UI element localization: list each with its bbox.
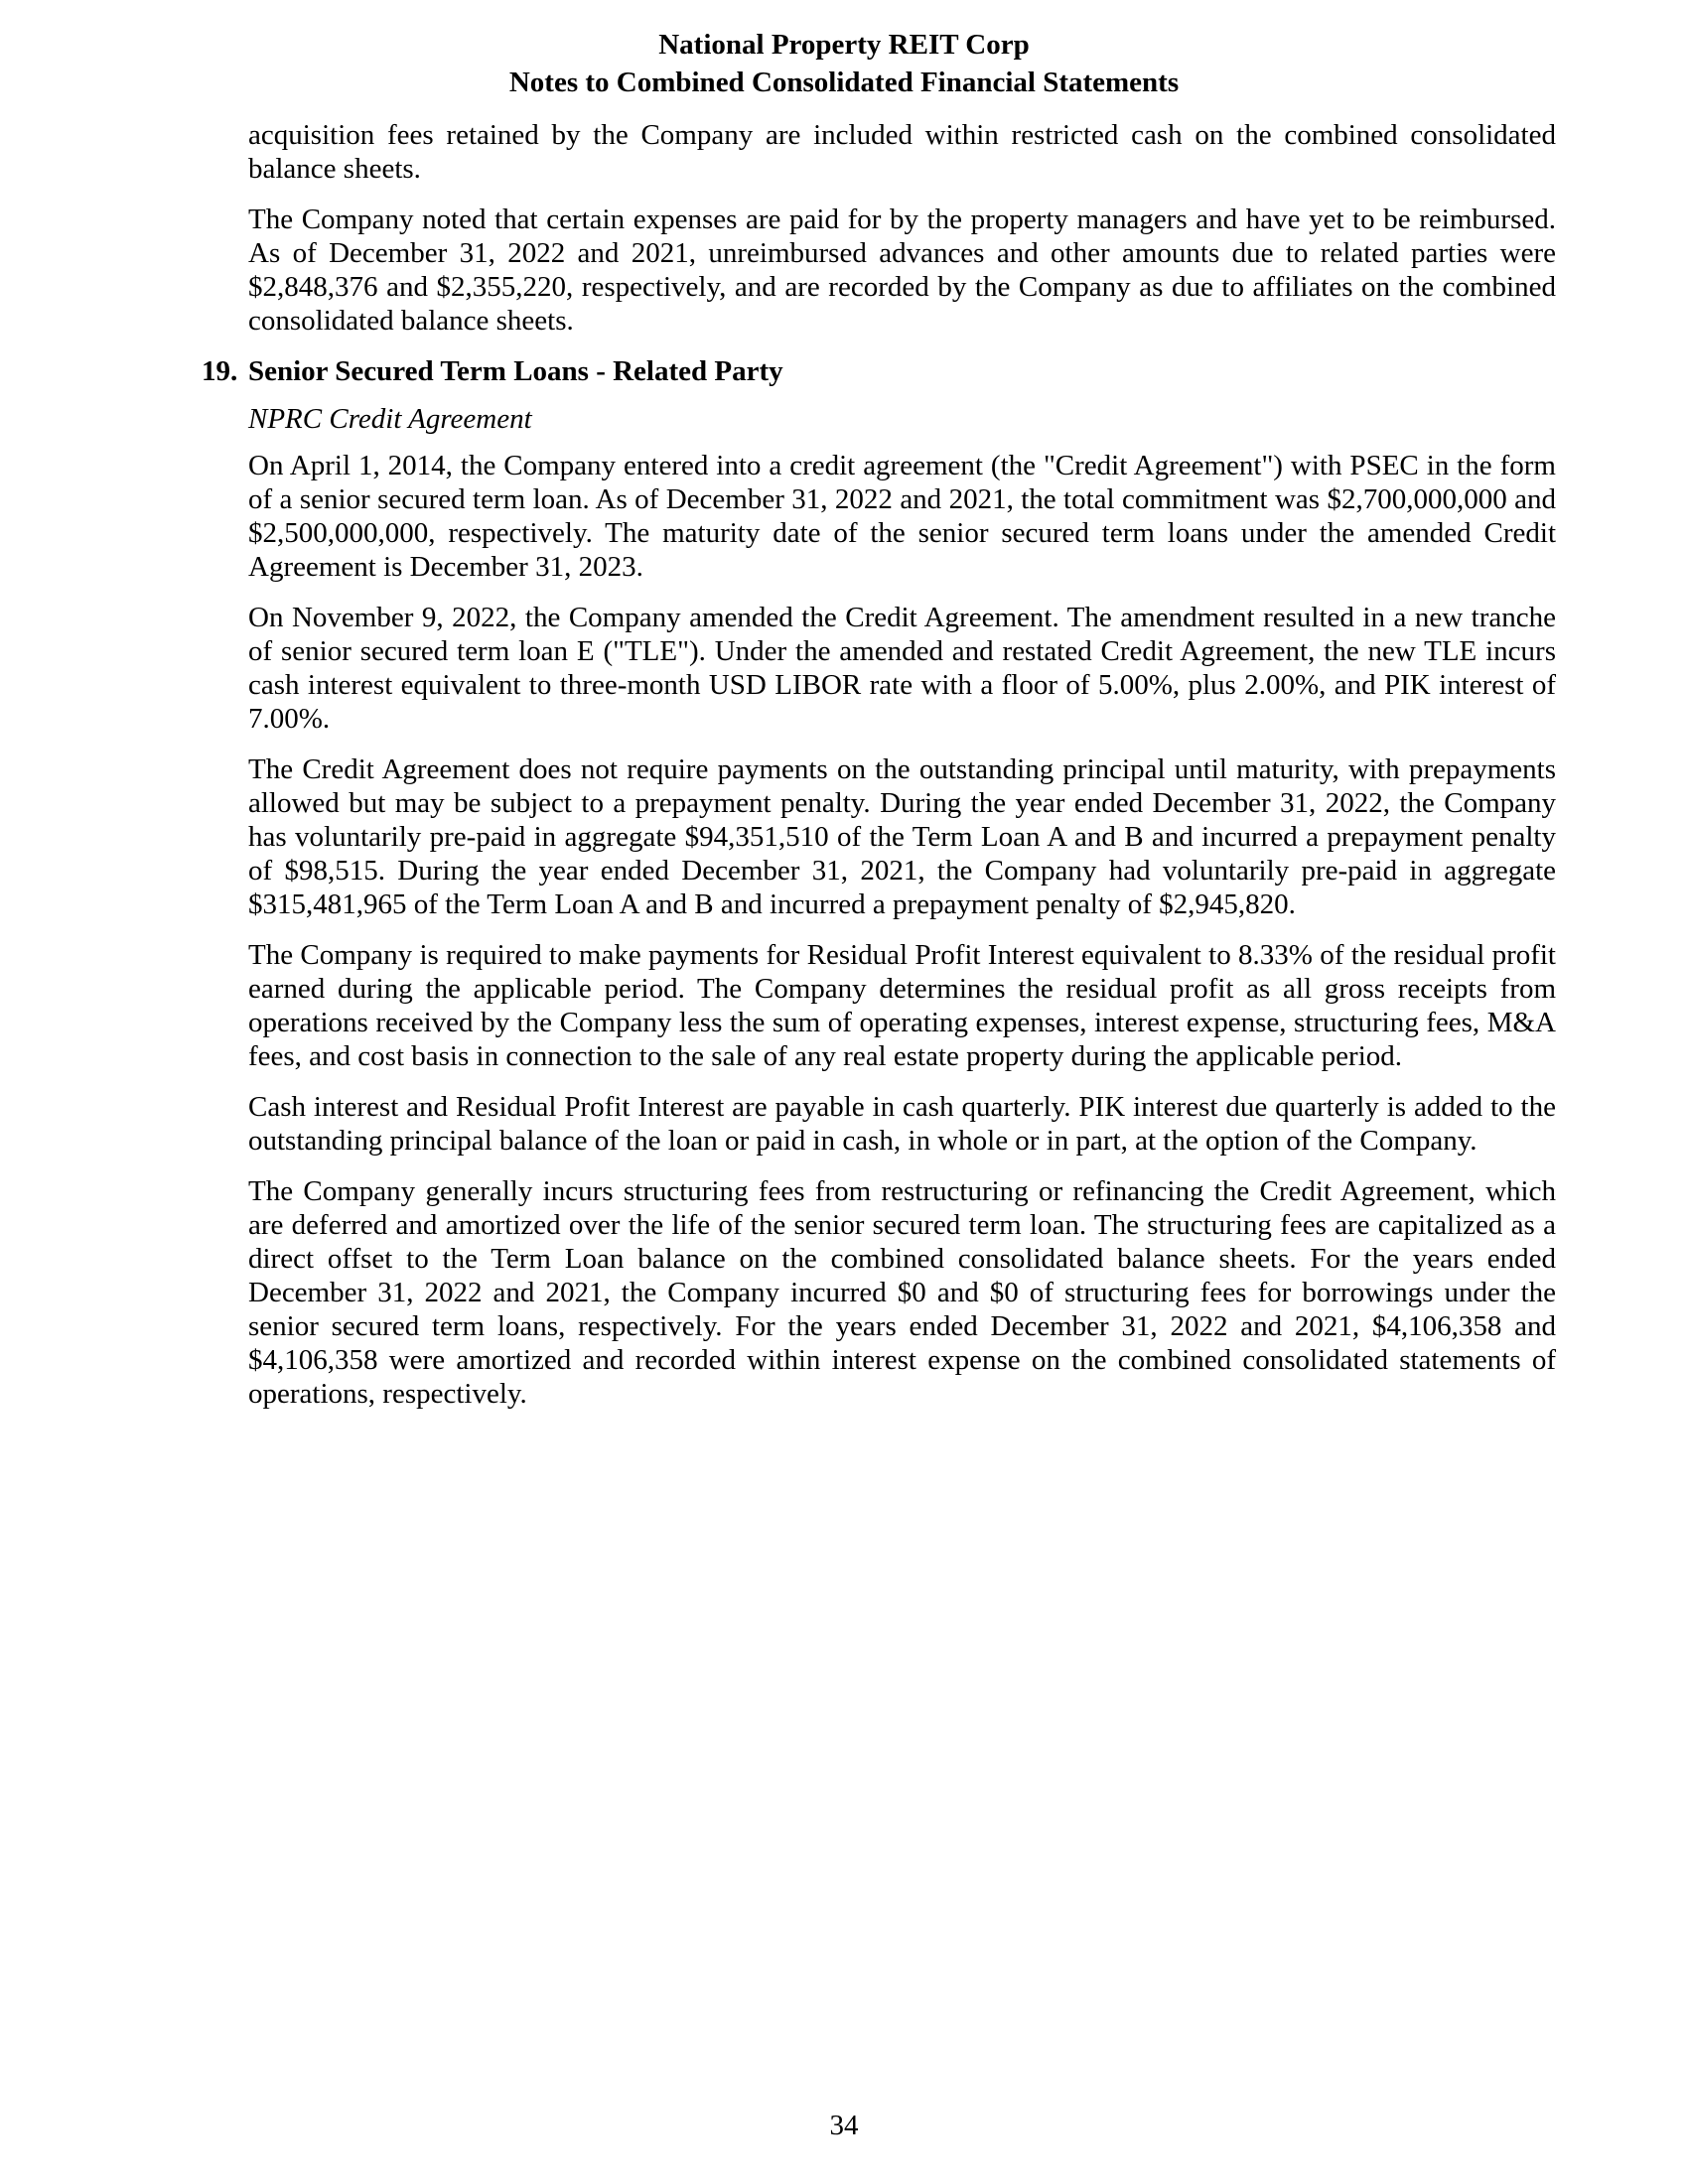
paragraph-amendment-tle: On November 9, 2022, the Company amended the Credit Agreement. The amendment resulted in a new tranche of senior secured term loan E ("TLE"). Under the amended and restated Credit Agreement, the new TLE incurs cash interest equivalent to three-month USD LIBOR rate with a floor of 5.00%, plus 2.00%, and PIK interest of 7.00%. (248, 602, 1556, 735)
paragraph-structuring-fees: The Company generally incurs structuring fees from restructuring or refinancing the Credit Agreement, which are deferred and amortized over the life of the senior secured term loan. The structuring fees are capitalized as a direct offset to the Term Loan balance on the combined consolidated balance sheets. For the years ended December 31, 2022 and 2021, the Company incurred $0 and $0 of structuring fees for borrowings under the senior secured term loans, respectively. For the years ended December 31, 2022 and 2021, $4,106,358 and $4,106,358 were amortized and recorded within interest expense on the combined consolidated statements of operations, respectively. (248, 1175, 1556, 1410)
document-header (0, 0, 1688, 101)
paragraph-cash-interest-payable: Cash interest and Residual Profit Interest are payable in cash quarterly. PIK interest due quarterly is added to the outstanding principal balance of the loan or paid in cash, in whole or in part, at the option of the Company. (248, 1091, 1556, 1157)
document-body (202, 118, 1556, 1411)
subsection-title-nprc-credit-agreement: NPRC Credit Agreement (248, 403, 532, 435)
paragraph-acquisition-fees: acquisition fees retained by the Company are included within restricted cash on the combined consolidated balance sheets. (248, 119, 1556, 185)
paragraph-residual-profit-interest: The Company is required to make payments for Residual Profit Interest equivalent to 8.33% of the residual profit earned during the applicable period. The Company determines the residual profit as all gross receipts from operations received by the Company less the sum of operating expenses, interest expense, structuring fees, M&A fees, and cost basis in connection to the sale of any real estate property during the applicable period. (248, 939, 1556, 1072)
section-title: Senior Secured Term Loans - Related Party (248, 355, 783, 387)
section-number: 19. (202, 355, 238, 387)
paragraph-prepayments: The Credit Agreement does not require payments on the outstanding principal until maturity, with prepayments allowed but may be subject to a prepayment penalty. During the year ended December 31, 2022, the Company has voluntarily pre-paid in aggregate $94,351,510 of the Term Loan A and B and incurred a prepayment penalty of $98,515. During the year ended December 31, 2021, the Company had voluntarily pre-paid in aggregate $315,481,965 of the Term Loan A and B and incurred a prepayment penalty of $2,945,820. (248, 753, 1556, 920)
document-footer (0, 2109, 1688, 2142)
section-heading (202, 354, 1556, 388)
page-number: 34 (829, 2110, 859, 2141)
company-name: National Property REIT Corp (658, 29, 1030, 61)
document-title: Notes to Combined Consolidated Financial Statements (508, 67, 1180, 98)
paragraph-credit-agreement-commitment: On April 1, 2014, the Company entered into a credit agreement (the "Credit Agreement") with PSEC in the form of a senior secured term loan. As of December 31, 2022 and 2021, the total commitment was $2,700,000,000 and $2,500,000,000, respectively. The maturity date of the senior secured term loans under the amended Credit Agreement is December 31, 2023. (248, 450, 1556, 583)
paragraph-unreimbursed-advances: The Company noted that certain expenses are paid for by the property managers and have yet to be reimbursed. As of December 31, 2022 and 2021, unreimbursed advances and other amounts due to related parties were $2,848,376 and $2,355,220, respectively, and are recorded by the Company as due to affiliates on the combined consolidated balance sheets. (248, 204, 1556, 337)
